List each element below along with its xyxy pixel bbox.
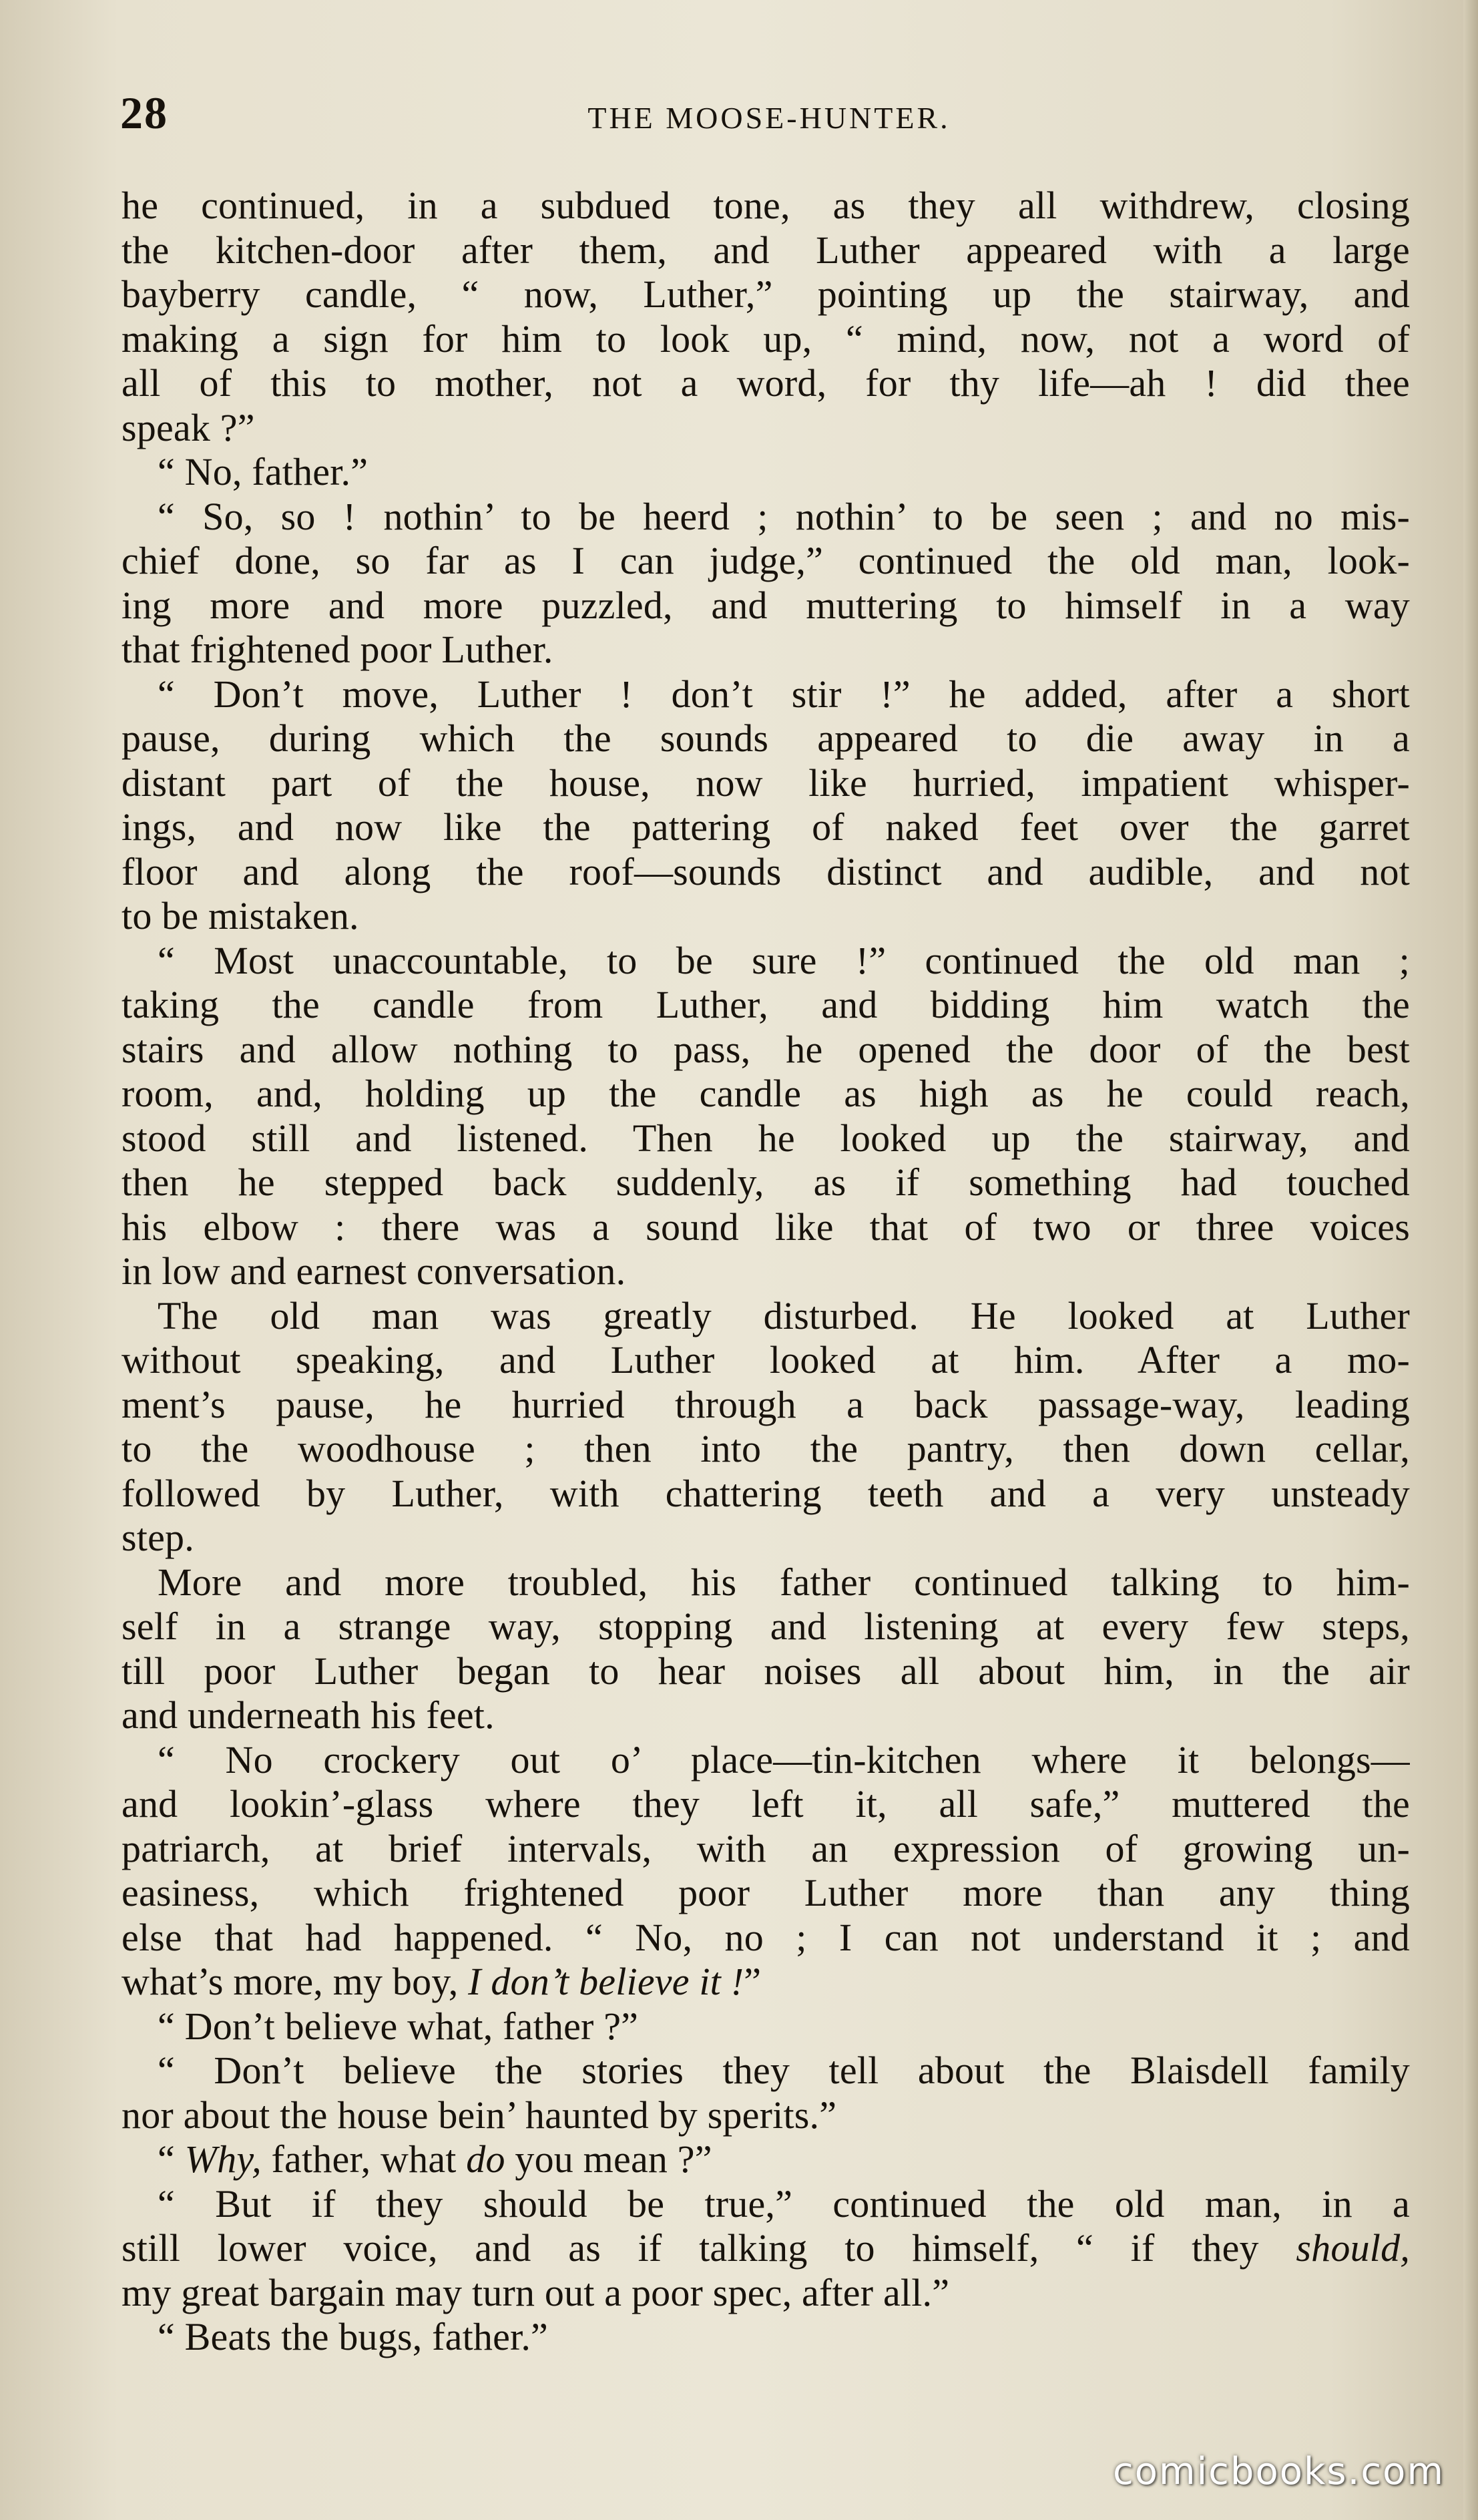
running-title: THE MOOSE-HUNTER. [587,101,951,135]
text-line: “ So, so ! nothin’ to be heerd ; nothin’ to be seen ; and no mis- [158,494,1410,538]
text-line: the kitchen-door after them, and Luther appeared with a large [121,228,1410,272]
text-line: making a sign for him to look up, “ mind, now, not a word of [121,317,1410,361]
text-line: room, and, holding up the candle as high as he could reach, [121,1072,1410,1115]
page-edge [1463,0,1478,2520]
text-line [121,1960,1410,2005]
text-line: his elbow : there was a sound like that of two or three voices [121,1205,1410,1249]
text-line: floor and along the roof—sounds distinct and audible, and not [121,849,1410,893]
text-line: ment’s pause, he hurried through a back passage-way, leading [121,1382,1410,1426]
italic-text: should, [1296,2226,1410,2270]
text-line: stairs and allow nothing to pass, he opened the door of the best [121,1027,1410,1071]
text-line: till poor Luther began to hear noises all about him, in the air [121,1649,1410,1693]
text-line: bayberry candle, “ now, Luther,” pointing up the stairway, and [121,272,1410,316]
text-line: then he stepped back suddenly, as if something had touched [121,1161,1410,1204]
text-line: chief done, so far as I can judge,” continued the old man, look- [121,539,1410,582]
body-text [121,184,1410,2360]
text-line: “ Don’t move, Luther ! don’t stir !” he added, after a short [158,672,1410,716]
text-run: what’s more, my boy, [121,1960,459,2003]
text-line: ing more and more puzzled, and muttering to himself in a way [121,583,1410,627]
text-line: “ No crockery out o’ place—tin-kitchen where it belongs— [158,1737,1410,1781]
text-line: and lookin’-glass where they left it, all safe,” muttered the [121,1782,1410,1826]
text-run: “ [158,2137,175,2181]
text-run: you mean ?” [505,2137,712,2181]
text-run: still lower voice, and as if talking to himself, “ if they [121,2226,1259,2270]
italic-text: do [466,2137,505,2181]
text-line: stood still and listened. Then he looked up the stairway, and [121,1116,1410,1160]
text-line: easiness, which frightened poor Luther more than any thing [121,1871,1410,1914]
text-line: that frightened poor Luther. [121,628,553,671]
text-line: step. [121,1516,194,1559]
text-line: distant part of the house, now like hurried, impatient whisper- [121,761,1410,805]
text-line: More and more troubled, his father continued talking to him- [158,1560,1410,1604]
page-number: 28 [120,87,168,138]
text-line: patriarch, at brief intervals, with an expression of growing un- [121,1826,1410,1870]
text-line: without speaking, and Luther looked at him. After a mo- [121,1338,1410,1382]
text-line: to be mistaken. [121,894,359,937]
text-line: my great bargain may turn out a poor spec, after all.” [121,2270,950,2314]
text-line: pause, during which the sounds appeared to die away in a [121,716,1410,760]
text-line: nor about the house bein’ haunted by sperits.” [121,2093,837,2137]
text-run: father, what [261,2137,467,2181]
text-run: ” [744,1960,762,2003]
watermark: comicbooks.com [1112,2450,1445,2493]
text-line: to the woodhouse ; then into the pantry, then down cellar, [121,1427,1410,1470]
text-line: followed by Luther, with chattering teeth and a very unsteady [121,1471,1410,1515]
text-line: The old man was greatly disturbed. He looked at Luther [158,1293,1410,1337]
text-line: “ Most unaccountable, to be sure !” continued the old man ; [158,938,1410,982]
text-line: ings, and now like the pattering of naked feet over the garret [121,805,1410,849]
text-line: else that had happened. “ No, no ; I can not understand it ; and [121,1915,1410,1959]
text-line: in low and earnest conversation. [121,1249,626,1293]
text-line: “ But if they should be true,” continued the old man, in a [158,2181,1410,2226]
text-line: “ Beats the bugs, father.” [158,2315,549,2358]
italic-text: I don’t believe it ! [468,1960,744,2003]
text-line [121,2137,1410,2182]
text-line [121,2226,1410,2271]
text-line: “ Don’t believe what, father ?” [158,2004,639,2048]
text-line: “ Don’t believe the stories they tell about the Blaisdell family [158,2049,1410,2092]
text-line: “ No, father.” [158,450,368,493]
text-line: he continued, in a subdued tone, as they all withdrew, closing [121,184,1410,227]
text-line: and underneath his feet. [121,1693,495,1737]
italic-text: Why, [184,2137,262,2181]
text-line: taking the candle from Luther, and bidding him watch the [121,983,1410,1026]
text-line: speak ?” [121,405,255,449]
text-line: self in a strange way, stopping and listening at every few steps, [121,1605,1410,1648]
text-line: all of this to mother, not a word, for thy life—ah ! did thee [121,361,1410,405]
